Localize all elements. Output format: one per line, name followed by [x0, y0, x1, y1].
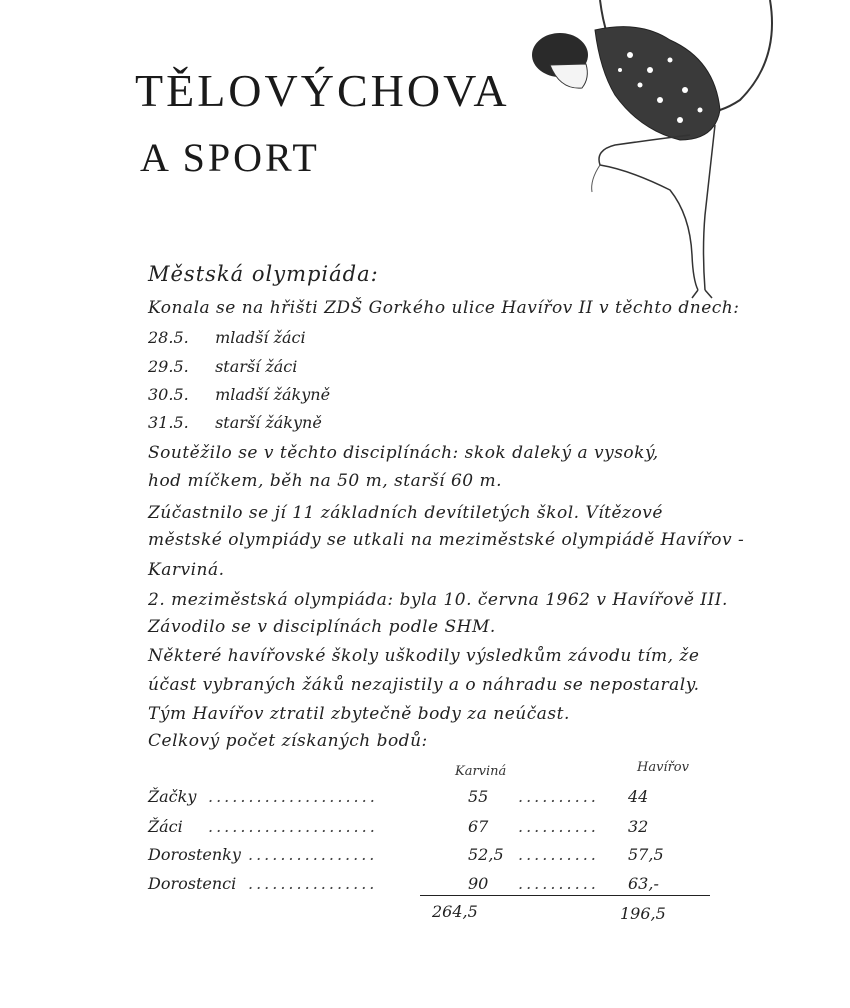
paragraph-line: Soutěžilo se v těchto disciplínách: skok daleký a vysoký, — [148, 443, 659, 463]
schedule-row — [148, 385, 330, 404]
karvina-value: 52,5 — [468, 845, 504, 864]
dot-leader: ................ — [248, 874, 378, 893]
page-subtitle: A SPORT — [140, 135, 320, 180]
dot-leader: .......... — [518, 817, 599, 836]
paragraph-line: Celkový počet získaných bodů: — [148, 731, 428, 751]
paragraph-line: Tým Havířov ztratil zbytečně body za neúčast. — [148, 704, 570, 724]
paragraph-line: Karviná. — [148, 560, 225, 580]
dot-leader: ..................... — [208, 787, 378, 806]
dot-leader: .......... — [518, 845, 599, 864]
karvina-value: 67 — [468, 817, 489, 836]
table-row — [148, 845, 708, 869]
column-header-karvina: Karviná — [455, 764, 507, 779]
dot-leader: ..................... — [208, 817, 378, 836]
row-label: Dorostenci — [148, 874, 237, 893]
schedule-row — [148, 357, 297, 376]
table-row — [148, 787, 708, 811]
schedule-date: 30.5. — [148, 385, 189, 404]
schedule-group: mladší žákyně — [215, 385, 331, 404]
dot-leader: .......... — [518, 874, 599, 893]
row-label: Žáci — [148, 817, 183, 836]
paragraph-line: hod míčkem, běh na 50 m, starší 60 m. — [148, 471, 503, 491]
intro-line: Konala se na hřišti ZDŠ Gorkého ulice Havířov II v těchto dnech: — [148, 298, 740, 318]
schedule-row — [148, 328, 306, 347]
schedule-group: starší žáci — [215, 357, 298, 376]
schedule-row — [148, 413, 322, 432]
paragraph-line: Některé havířovské školy uškodily výsledkům závodu tím, že — [148, 646, 700, 666]
page-title: TĚLOVÝCHOVA — [135, 65, 510, 116]
paragraph-line: 2. meziměstská olympiáda: byla 10. června 1962 v Havířově III. — [148, 590, 728, 610]
row-label: Dorostenky — [148, 845, 241, 864]
karvina-value: 55 — [468, 787, 489, 806]
column-header-havirov: Havířov — [637, 760, 689, 775]
paragraph-line: účast vybraných žáků nezajistily a o náhradu se nepostaraly. — [148, 675, 700, 695]
total-karvina: 264,5 — [432, 902, 478, 921]
schedule-group: mladší žáci — [215, 328, 306, 347]
dot-leader: ................ — [248, 845, 378, 864]
total-havirov: 196,5 — [620, 904, 666, 923]
dot-leader: .......... — [518, 787, 599, 806]
row-label: Žačky — [148, 787, 197, 806]
schedule-group: starší žákyně — [215, 413, 322, 432]
schedule-date: 28.5. — [148, 328, 189, 347]
paragraph-line: Závodilo se v disciplínách podle SHM. — [148, 617, 496, 637]
havirov-value: 32 — [628, 817, 649, 836]
schedule-date: 29.5. — [148, 357, 189, 376]
havirov-value: 44 — [628, 787, 649, 806]
havirov-value: 63,- — [628, 874, 659, 893]
gymnast-illustration — [520, 0, 850, 300]
table-row — [148, 817, 708, 841]
paragraph-line: městské olympiády se utkali na meziměstské olympiádě Havířov - — [148, 530, 745, 550]
section-heading: Městská olympiáda: — [148, 262, 379, 286]
schedule-date: 31.5. — [148, 413, 189, 432]
paragraph-line: Zúčastnilo se jí 11 základních devítiletých škol. Vítězové — [148, 503, 663, 523]
sum-underline — [420, 895, 710, 896]
havirov-value: 57,5 — [628, 845, 664, 864]
karvina-value: 90 — [468, 874, 489, 893]
